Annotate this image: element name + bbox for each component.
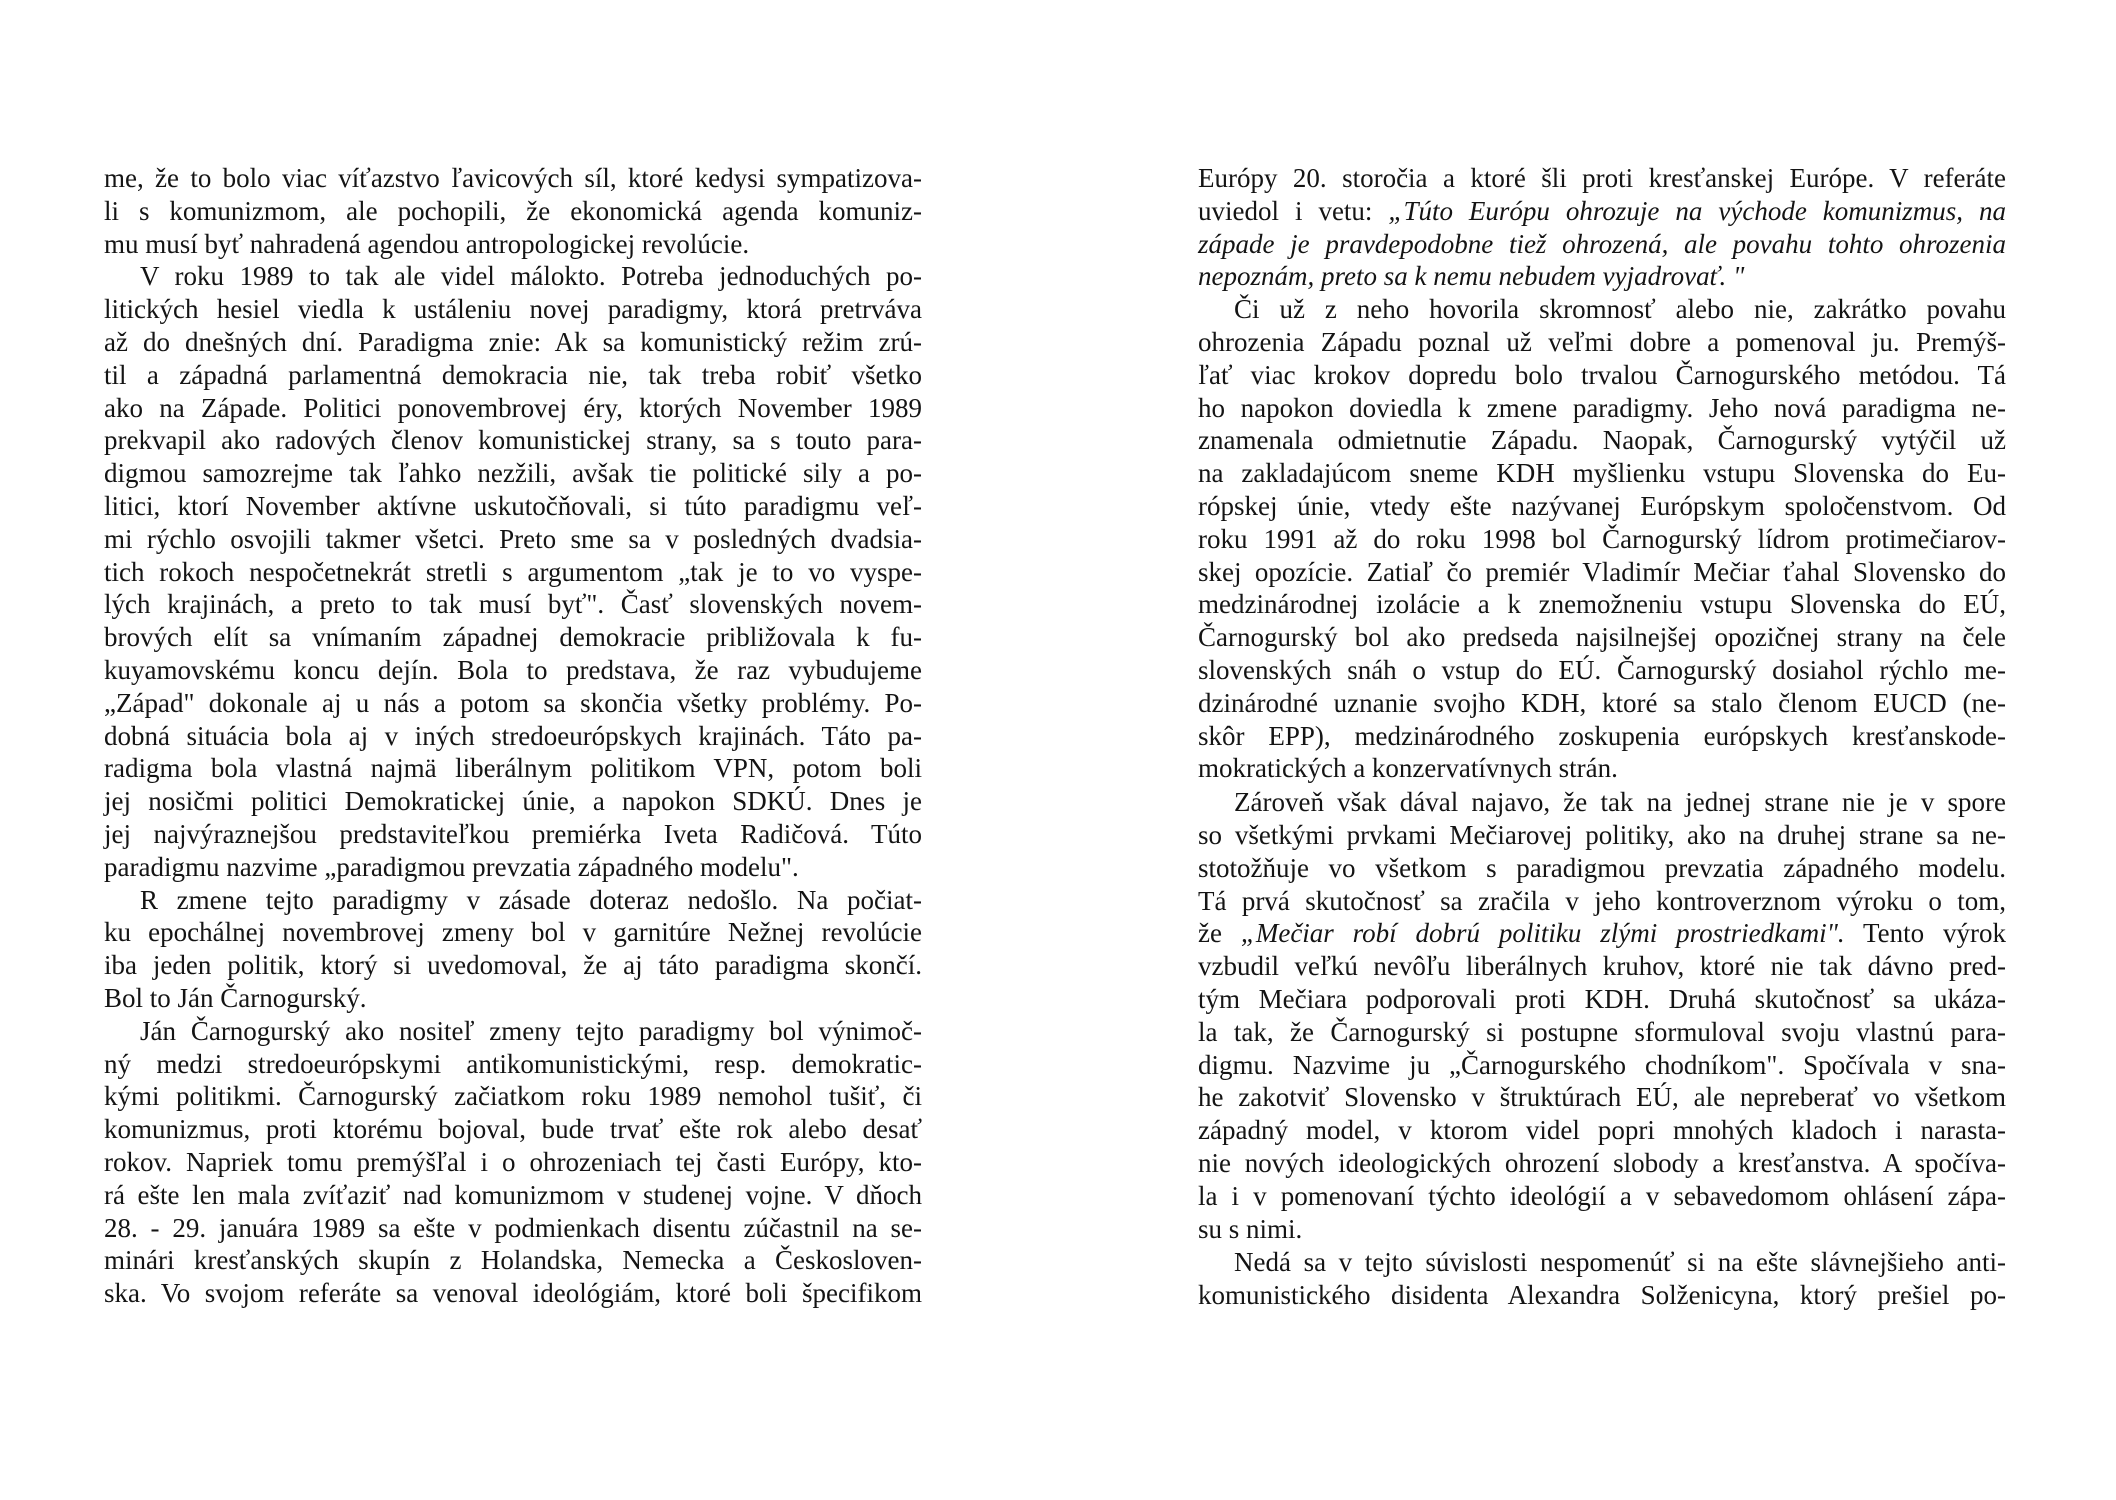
line-text: západný model, v ktorom videl popri mnohých kladoch i narasta- xyxy=(1198,1115,2006,1146)
text-line xyxy=(1198,359,2006,392)
line-text: brových elít sa vnímaním západnej demokracie približovala k fu- xyxy=(104,622,922,653)
line-text: znamenala odmietnutie Západu. Naopak, Čarnogurský vytýčil už xyxy=(1198,425,2006,456)
line-text: nie nových ideologických ohrození slobody a kresťanstva. A spočíva- xyxy=(1198,1147,2006,1178)
line-text: Bol to Ján Čarnogurský. xyxy=(104,982,367,1013)
text-line xyxy=(104,1048,922,1081)
text-line xyxy=(104,1080,922,1113)
line-text: na zakladajúcom sneme KDH myšlienku vstupu Slovenska do Eu- xyxy=(1198,458,2006,489)
text-line xyxy=(104,326,922,359)
line-text: Ján Čarnogurský ako nositeľ zmeny tejto paradigmy bol výnimoč- xyxy=(140,1015,922,1046)
line-text: me, že to bolo viac víťazstvo ľavicových síl, ktoré kedysi sympatizova- xyxy=(104,163,922,193)
line-text: so všetkými prvkami Mečiarovej politiky, ako na druhej strane sa ne- xyxy=(1198,819,2006,850)
text-line xyxy=(1198,260,2006,293)
text-line xyxy=(1198,786,2006,819)
line-text: ako na Západe. Politici ponovembrovej éry, ktorých November 1989 xyxy=(104,392,922,423)
line-text: la tak, že Čarnogurský si postupne sformuloval svoju vlastnú para- xyxy=(1198,1016,2006,1047)
quotation-italic: „Túto Európu ohrozuje na východe komunizmus, na xyxy=(1388,195,2007,226)
text-line xyxy=(104,785,922,818)
text-line xyxy=(1198,588,2006,621)
line-text: la i v pomenovaní týchto ideológií a v sebavedomom ohlásení zápa- xyxy=(1198,1180,2006,1211)
line-text: mu musí byť nahradená agendou antropologickej revolúcie. xyxy=(104,228,750,259)
text-line xyxy=(104,851,922,884)
text-line xyxy=(1198,720,2006,753)
text-line xyxy=(104,884,922,917)
text-line xyxy=(104,1277,922,1310)
line-text: prekvapil ako radových členov komunistickej strany, sa s touto para- xyxy=(104,425,922,456)
line-text: Čarnogurský bol ako predseda najsilnejšej opozičnej strany na čele xyxy=(1198,622,2006,653)
text-line xyxy=(104,1244,922,1277)
line-text: mi rýchlo osvojili takmer všetci. Preto sme sa v posledných dvadsia- xyxy=(104,523,922,554)
text-line xyxy=(1198,490,2006,523)
line-text: stotožňuje vo všetkom s paradigmou prevzatia západného modelu. xyxy=(1198,852,2006,883)
line-text: komunistického disidenta Alexandra Solženicyna, ktorý prešiel po- xyxy=(1198,1280,2006,1311)
line-text: kými politikmi. Čarnogurský začiatkom roku 1989 nemohol tušiť, či xyxy=(104,1081,922,1112)
line-text: tich rokoch nespočetnekrát stretli s argumentom „tak je to vo vyspe- xyxy=(104,556,922,587)
text-line xyxy=(104,1179,922,1212)
line-text: he zakotviť Slovensko v štruktúrach EÚ, ale nepreberať vo všetkom xyxy=(1198,1082,2006,1113)
text-line xyxy=(1198,457,2006,490)
text-line xyxy=(1198,1081,2006,1114)
text-line xyxy=(104,162,922,195)
line-text: uviedol i vetu: xyxy=(1198,195,1389,226)
line-text: R zmene tejto paradigmy v zásade doteraz nedošlo. Na počiat- xyxy=(140,884,922,915)
text-line xyxy=(104,260,922,293)
left-text-column xyxy=(104,162,922,1310)
line-text: lých krajinách, a preto to tak musí byť". Časť slovenských novem- xyxy=(104,589,922,620)
quotation-italic: nepoznám, preto sa k nemu nebudem vyjadrovať. " xyxy=(1198,261,1745,292)
line-text: komunizmus, proti ktorému bojoval, bude trvať ešte rok alebo desať xyxy=(104,1114,922,1145)
text-line xyxy=(104,392,922,425)
text-line xyxy=(1198,917,2006,950)
text-line xyxy=(104,228,922,261)
line-text: litici, ktorí November aktívne uskutočňovali, si túto paradigmu veľ- xyxy=(104,490,922,521)
line-text: rokov. Napriek tomu premýšľal i o ohrozeniach tej časti Európy, kto- xyxy=(104,1146,922,1177)
quotation-italic: západe je pravdepodobne tiež ohrozená, ale povahu tohto ohrozenia xyxy=(1198,228,2006,259)
line-text: kuyamovskému koncu dejín. Bola to predstava, že raz vybudujeme xyxy=(104,654,922,685)
text-line xyxy=(104,359,922,392)
line-text: slovenských snáh o vstup do EÚ. Čarnogurský dosiahol rýchlo me- xyxy=(1198,654,2006,685)
line-text: paradigmu nazvime „paradigmou prevzatia západného modelu". xyxy=(104,851,799,882)
line-text: iba jeden politik, ktorý si uvedomoval, že aj táto paradigma skončí. xyxy=(104,950,922,981)
line-text: skôr EPP), medzinárodného zoskupenia európskych kresťanskode- xyxy=(1198,720,2006,751)
line-text: digmu. Nazvime ju „Čarnogurského chodníkom". Spočívala v sna- xyxy=(1198,1049,2006,1080)
text-line xyxy=(104,982,922,1015)
text-line xyxy=(104,195,922,228)
line-text: ný medzi stredoeurópskymi antikomunistickými, resp. demokratic- xyxy=(104,1048,922,1079)
line-text: ho napokon doviedla k zmene paradigmy. Jeho nová paradigma ne- xyxy=(1198,392,2006,423)
text-line xyxy=(1198,1016,2006,1049)
right-text-column xyxy=(1198,162,2006,1312)
line-text: vzbudil veľkú nevôľu liberálnych kruhov, ktoré nie tak dávno pred- xyxy=(1198,951,2006,982)
text-line xyxy=(104,1113,922,1146)
line-text: minári kresťanských skupín z Holandska, Nemecka a Českosloven- xyxy=(104,1245,922,1276)
line-text: li s komunizmom, ale pochopili, že ekonomická agenda komuniz- xyxy=(104,195,922,226)
text-line xyxy=(1198,687,2006,720)
text-line xyxy=(1198,556,2006,589)
text-line xyxy=(1198,1114,2006,1147)
line-text: ľať viac krokov dopredu bolo trvalou Čarnogurského metódou. Tá xyxy=(1198,359,2006,390)
line-text: jej nosičmi politici Demokratickej únie, a napokon SDKÚ. Dnes je xyxy=(104,786,922,817)
text-line xyxy=(1198,1147,2006,1180)
line-text: dobná situácia bola aj v iných stredoeurópskych krajinách. Táto pa- xyxy=(104,720,922,751)
line-text: rópskej únie, vtedy ešte nazývanej Európskym spoločenstvom. Od xyxy=(1198,490,2006,521)
text-line xyxy=(1198,852,2006,885)
text-line xyxy=(1198,326,2006,359)
text-line xyxy=(1198,162,2006,195)
text-line xyxy=(104,588,922,621)
line-text: jej najvýraznejšou predstaviteľkou premiérka Iveta Radičová. Túto xyxy=(104,818,922,849)
text-line xyxy=(1198,1213,2006,1246)
text-line xyxy=(104,1212,922,1245)
text-line xyxy=(1198,523,2006,556)
line-text: ska. Vo svojom referáte sa venoval ideológiám, ktoré boli špecifikom xyxy=(104,1278,922,1309)
line-text: su s nimi. xyxy=(1198,1213,1303,1244)
line-text: dzinárodné uznanie svojho KDH, ktoré sa stalo členom EUCD (ne- xyxy=(1198,687,2006,718)
line-text: Či už z neho hovorila skromnosť alebo nie, zakrátko povahu xyxy=(1234,294,2006,325)
text-line xyxy=(1198,228,2006,261)
line-text: Zároveň však dával najavo, že tak na jednej strane nie je v spore xyxy=(1234,787,2006,818)
line-text: tým Mečiara podporovali proti KDH. Druhá skutočnosť sa ukáza- xyxy=(1198,983,2006,1014)
text-line xyxy=(104,818,922,851)
text-line xyxy=(104,949,922,982)
text-line xyxy=(1198,1180,2006,1213)
line-text: mokratických a konzervatívnych strán. xyxy=(1198,753,1618,784)
line-text: skej opozície. Zatiaľ čo premiér Vladimír Mečiar ťahal Slovensko do xyxy=(1198,556,2006,587)
text-line xyxy=(1198,654,2006,687)
line-text: Tento výrok xyxy=(1844,918,2006,949)
text-line xyxy=(104,720,922,753)
line-text: ku epochálnej novembrovej zmeny bol v garnitúre Nežnej revolúcie xyxy=(104,917,922,948)
text-line xyxy=(1198,293,2006,326)
line-text: ohrozenia Západu poznal už veľmi dobre a pomenoval ju. Premýš- xyxy=(1198,326,2006,357)
line-text: Tá prvá skutočnosť sa zračila v jeho kontroverznom výroku o tom, xyxy=(1198,885,2006,916)
line-text: až do dnešných dní. Paradigma znie: Ak sa komunistický režim zrú- xyxy=(104,326,922,357)
line-text: 28. - 29. januára 1989 sa ešte v podmienkach disentu zúčastnil na se- xyxy=(104,1212,922,1243)
text-line xyxy=(104,621,922,654)
line-text: roku 1991 až do roku 1998 bol Čarnogurský lídrom protimečiarov- xyxy=(1198,523,2006,554)
text-line xyxy=(1198,1246,2006,1279)
text-line xyxy=(104,1146,922,1179)
line-text: litických hesiel viedla k ustáleniu novej paradigmy, ktorá pretrváva xyxy=(104,294,922,325)
text-line xyxy=(104,1015,922,1048)
text-line xyxy=(1198,950,2006,983)
line-text: Európy 20. storočia a ktoré šli proti kresťanskej Európe. V referáte xyxy=(1198,163,2006,193)
line-text: digmou samozrejme tak ľahko nezžili, avšak tie politické sily a po- xyxy=(104,458,922,489)
line-text: Nedá sa v tejto súvislosti nespomenúť si na ešte slávnejšieho anti- xyxy=(1234,1247,2006,1278)
text-line xyxy=(1198,752,2006,785)
text-line xyxy=(104,293,922,326)
text-line xyxy=(104,752,922,785)
text-line xyxy=(104,457,922,490)
text-line xyxy=(1198,1279,2006,1312)
text-line xyxy=(104,916,922,949)
text-line xyxy=(104,556,922,589)
line-text: V roku 1989 to tak ale videl málokto. Potreba jednoduchých po- xyxy=(140,261,922,292)
text-line xyxy=(1198,392,2006,425)
text-line xyxy=(1198,621,2006,654)
text-line xyxy=(1198,195,2006,228)
line-text: „Západ" dokonale aj u nás a potom sa skončia všetky problémy. Po- xyxy=(104,687,922,718)
text-line xyxy=(104,654,922,687)
text-line xyxy=(104,687,922,720)
line-text: že xyxy=(1198,918,1241,949)
text-line xyxy=(104,424,922,457)
line-text: til a západná parlamentná demokracia nie, tak treba robiť všetko xyxy=(104,359,922,390)
text-line xyxy=(1198,424,2006,457)
text-line xyxy=(104,490,922,523)
text-line xyxy=(104,523,922,556)
line-text: radigma bola vlastná najmä liberálnym politikom VPN, potom boli xyxy=(104,753,922,784)
text-line xyxy=(1198,983,2006,1016)
text-line xyxy=(1198,819,2006,852)
text-line xyxy=(1198,1049,2006,1082)
line-text: rá ešte len mala zvíťaziť nad komunizmom v studenej vojne. V dňoch xyxy=(104,1179,922,1210)
line-text: medzinárodnej izolácie a k znemožneniu vstupu Slovenska do EÚ, xyxy=(1198,589,2006,620)
quotation-italic: „Mečiar robí dobrú politiku zlými prostriedkami". xyxy=(1240,918,1845,949)
text-line xyxy=(1198,885,2006,918)
